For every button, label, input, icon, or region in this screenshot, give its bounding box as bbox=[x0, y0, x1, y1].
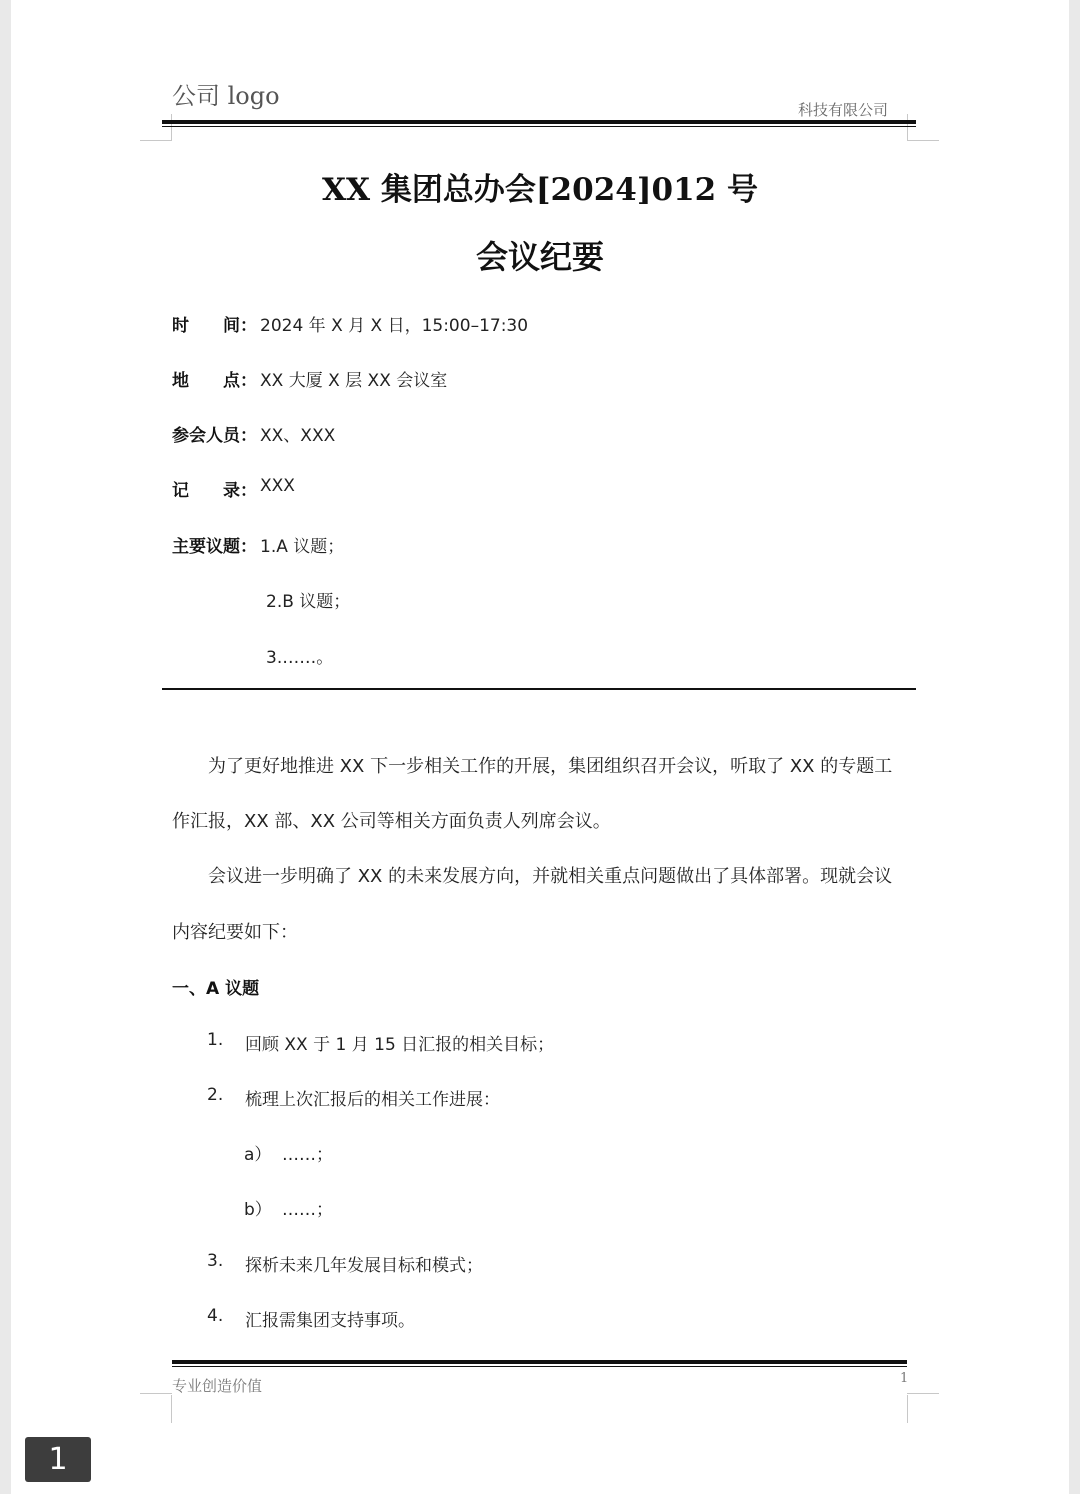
sublist-item-label: a） bbox=[244, 1145, 272, 1165]
crop-mark bbox=[140, 140, 172, 141]
meta-label-topics: 主要议题： bbox=[172, 537, 257, 557]
meta-label-attendees: 参会人员： bbox=[172, 426, 257, 446]
list-item-number: 2. bbox=[207, 1085, 224, 1105]
list-item-text: 回顾 XX 于 1 月 15 日汇报的相关目标； bbox=[245, 1035, 555, 1055]
crop-mark bbox=[171, 1395, 172, 1423]
meta-value-topic-1: 1.A 议题； bbox=[260, 537, 345, 557]
meta-divider bbox=[162, 688, 916, 690]
meta-value-attendees: XX、XXX bbox=[260, 426, 336, 446]
meta-value-recorder: XXX bbox=[260, 476, 295, 496]
paragraph-1-line-2: 作汇报，XX 部、XX 公司等相关方面负责人列席会议。 bbox=[172, 811, 611, 832]
footer-rule-thin bbox=[172, 1366, 907, 1367]
meta-label-location: 地 点： bbox=[172, 371, 257, 391]
list-item-text: 探析未来几年发展目标和模式； bbox=[245, 1256, 483, 1276]
header-company-name: 科技有限公司 bbox=[798, 101, 889, 119]
list-item-text: 汇报需集团支持事项。 bbox=[245, 1311, 415, 1331]
list-item-number: 3. bbox=[207, 1251, 224, 1271]
document-title: 会议纪要 bbox=[475, 238, 604, 276]
section-heading-a: 一、A 议题 bbox=[172, 979, 260, 999]
document-page bbox=[11, 0, 1069, 1494]
meta-value-topic-2: 2.B 议题； bbox=[266, 592, 351, 612]
document-number-title: XX 集团总办会[2024]012 号 bbox=[321, 172, 758, 208]
crop-mark bbox=[907, 1393, 939, 1394]
meta-label-time: 时 间： bbox=[172, 316, 257, 336]
footer-slogan: 专业创造价值 bbox=[172, 1377, 263, 1395]
crop-mark bbox=[907, 140, 939, 141]
sublist-item-label: b） bbox=[244, 1200, 272, 1220]
crop-mark bbox=[171, 114, 172, 140]
footer-page-number: 1 bbox=[900, 1371, 909, 1386]
header-rule-thick bbox=[162, 120, 916, 124]
footer-rule-thick bbox=[172, 1360, 907, 1364]
paragraph-2-line-2: 内容纪要如下： bbox=[172, 922, 298, 943]
meta-value-location: XX 大厦 X 层 XX 会议室 bbox=[260, 371, 448, 391]
list-item-text: 梳理上次汇报后的相关工作进展： bbox=[245, 1090, 500, 1110]
crop-mark bbox=[907, 114, 908, 140]
header-rule-thin bbox=[162, 126, 916, 127]
company-logo: 公司 logo bbox=[172, 82, 280, 110]
crop-mark bbox=[140, 1393, 172, 1394]
page-indicator-badge[interactable]: 1 bbox=[25, 1437, 91, 1482]
list-item-number: 4. bbox=[207, 1306, 224, 1326]
crop-mark bbox=[907, 1395, 908, 1423]
paragraph-2-line-1: 会议进一步明确了 XX 的未来发展方向，并就相关重点问题做出了具体部署。现就会议 bbox=[208, 866, 893, 887]
meta-value-topic-3: 3.……。 bbox=[266, 648, 334, 668]
meta-label-recorder: 记 录： bbox=[172, 481, 257, 501]
sublist-item-text: ……； bbox=[282, 1200, 333, 1220]
paragraph-1-line-1: 为了更好地推进 XX 下一步相关工作的开展，集团组织召开会议，听取了 XX 的专题工 bbox=[208, 756, 893, 777]
meta-value-time: 2024 年 X 月 X 日，15:00–17:30 bbox=[260, 316, 529, 336]
list-item-number: 1. bbox=[207, 1030, 224, 1050]
sublist-item-text: ……； bbox=[282, 1145, 333, 1165]
